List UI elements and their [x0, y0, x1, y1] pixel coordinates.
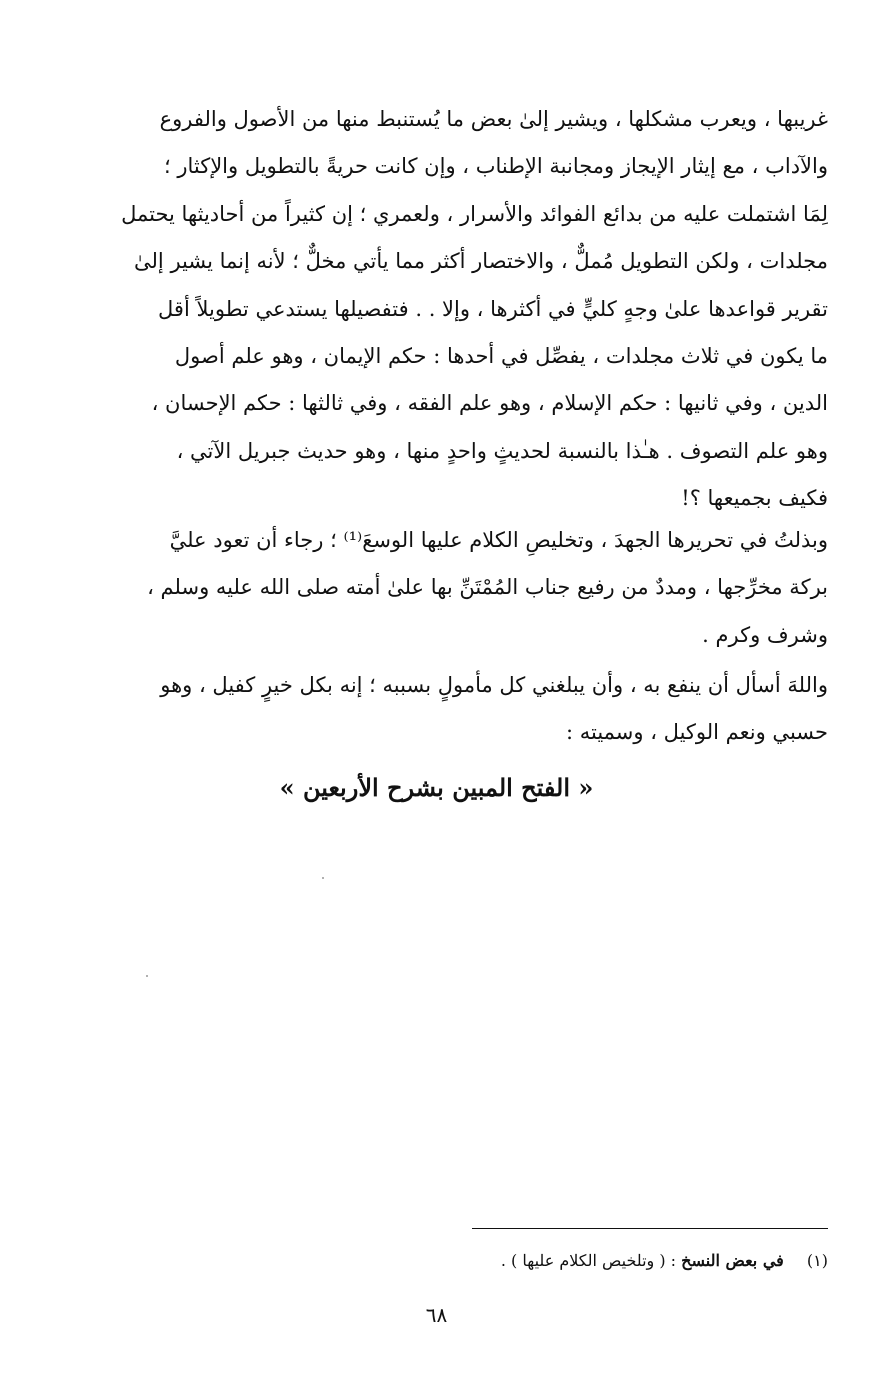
footnote-separator	[472, 1228, 828, 1229]
paragraph-intro	[48, 96, 828, 523]
paragraph-effort	[48, 517, 828, 659]
text-line: وشرف وكرم .	[702, 622, 828, 647]
text-line: والآداب ، مع إيثار الإيجاز ومجانبة الإطناب ، وإن كانت حريةً بالتطويل والإكثار ؛	[163, 154, 828, 179]
text-line: وهو علم التصوف . هـٰذا بالنسبة لحديثٍ واحدٍ منها ، وهو حديث جبريل الآتي ،	[176, 438, 828, 463]
print-speck	[146, 975, 148, 977]
text-line: لِمَا اشتملت عليه من بدائع الفوائد والأسرار ، ولعمري ؛ إن كثيراً من أحاديثها يحتمل	[121, 201, 828, 226]
text-line: الدين ، وفي ثانيها : حكم الإسلام ، وهو علم الفقه ، وفي ثالثها : حكم الإحسان ،	[151, 391, 828, 416]
footnote-number: (١)	[806, 1251, 828, 1270]
footnote-label: في بعض النسخ	[681, 1251, 784, 1270]
text-line: تقرير قواعدها علىٰ وجهٍ كليٍّ في أكثرها ، وإلا . . فتفصيلها يستدعي تطويلاً أقل	[158, 296, 828, 321]
text-line: مجلدات ، ولكن التطويل مُملٌّ ، والاختصار أكثر مما يأتي مخلٌّ ؛ لأنه إنما يشير إلىٰ	[134, 249, 828, 274]
paragraph-supplication	[48, 662, 828, 757]
text-line: بركة مخرِّجها ، ومددٌ من رفيع جناب المُمْتَنِّ بها علىٰ أمته صلى الله عليه وسلم ،	[147, 575, 828, 600]
book-title: « الفتح المبين بشرح الأربعين »	[279, 773, 594, 802]
footnote-text: : ( وتلخيص الكلام عليها ) .	[500, 1251, 677, 1270]
text-line: غريبها ، ويعرب مشكلها ، ويشير إلىٰ بعض ما يُستنبط منها من الأصول والفروع	[159, 107, 828, 131]
text-line: وبذلتُ في تحريرها الجهدَ ، وتخليصِ الكلام عليها الوسعَ⁽¹⁾ ؛ رجاء أن تعود عليَّ	[169, 528, 828, 552]
footnote	[300, 1248, 828, 1274]
text-line: حسبي ونعم الوكيل ، وسميته :	[565, 720, 828, 745]
page-number: ٦٨	[425, 1303, 448, 1327]
text-line: فكيف بجميعها ؟!	[681, 486, 828, 511]
text-line: واللهَ أسأل أن ينفع به ، وأن يبلغني كل مأمولٍ بسببه ؛ إنه بكل خيرٍ كفيل ، وهو	[160, 673, 828, 697]
text-line: ما يكون في ثلاث مجلدات ، يفصِّل في أحدها : حكم الإيمان ، وهو علم أصول	[174, 343, 828, 368]
print-speck	[322, 877, 324, 879]
